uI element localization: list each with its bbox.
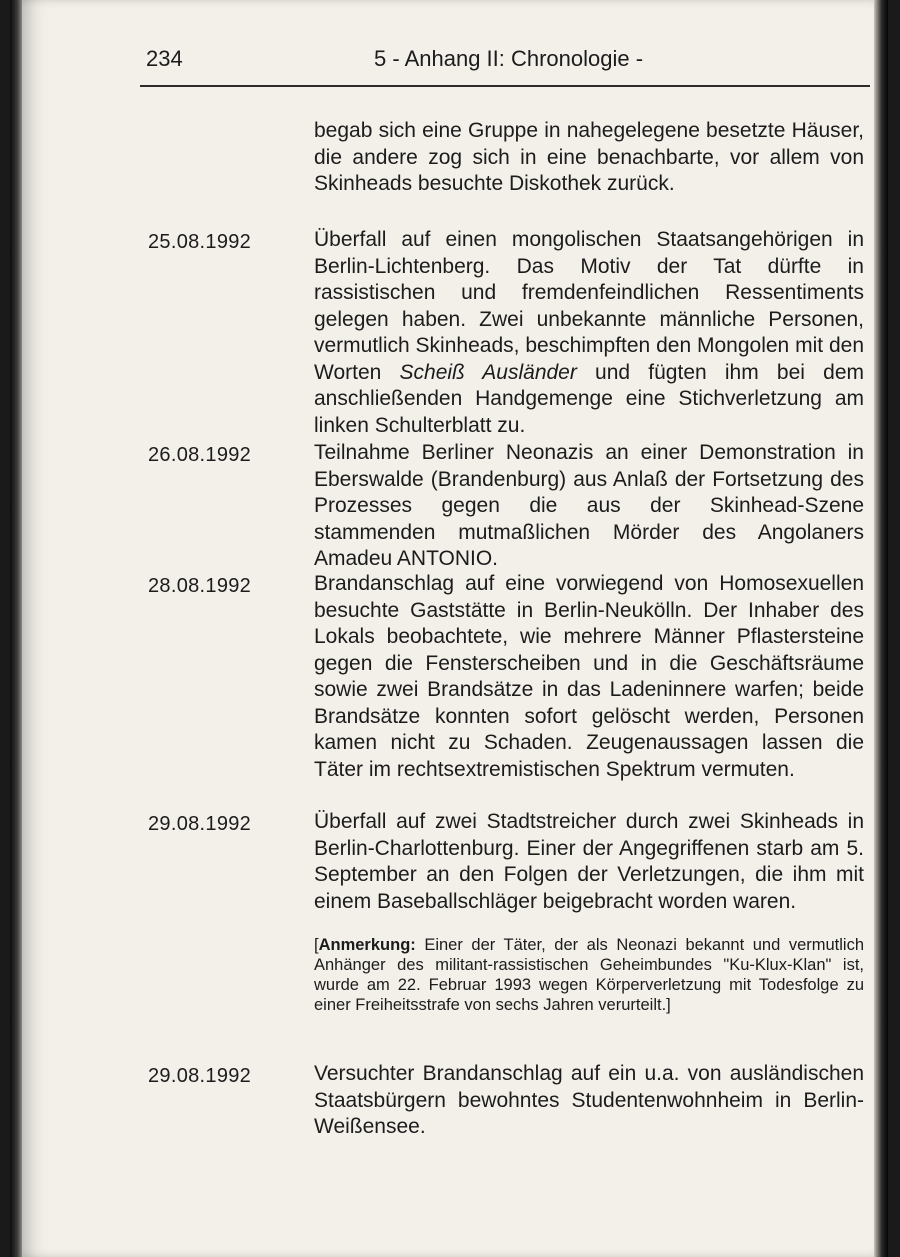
entry-date: 25.08.1992 bbox=[148, 231, 252, 253]
entry-date: 29.08.1992 bbox=[148, 813, 252, 835]
book-page bbox=[10, 0, 888, 1257]
entry-text: Brandanschlag auf eine vorwiegend von Homosexuellen besuchte Gaststätte in Berlin-Neukölln. Der Inhaber des Lokals beobachtete, wie mehrere Männer Pflastersteine gegen die Fensterscheiben und in die Geschäftsräume sowie zwei Brandsätze in das Ladeninnere warfen; beide Brandsätze konnten sofort gelöscht werden, Personen kamen nicht zu Schaden. Zeugenaussagen lassen die Täter im rechtsextremistischen Spektrum vermuten. bbox=[314, 572, 864, 781]
entry-text-part: und fügten ihm bei dem anschließenden Handgemenge eine Stichverletzung am linken Schulterblatt zu. bbox=[314, 360, 864, 437]
running-title: 5 - Anhang II: Chronologie - bbox=[374, 46, 644, 71]
entry-date: 26.08.1992 bbox=[148, 444, 252, 466]
entry-text: Überfall auf zwei Stadtstreicher durch zwei Skinheads in Berlin-Charlottenburg. Einer der Angegriffenen starb am 5. September an den Folgen der Verletzungen, die ihm mit einem Baseballschläger beigebracht worden waren. bbox=[314, 810, 864, 913]
entry-text: Versuchter Brandanschlag auf ein u.a. von ausländischen Staatsbürgern bewohntes Studentenwohnheim in Berlin-Weißensee. bbox=[314, 1062, 864, 1138]
page-gutter-shadow bbox=[10, 0, 22, 1257]
note-bracket: [ bbox=[314, 936, 319, 954]
annotation-note bbox=[314, 935, 864, 1015]
entry-text bbox=[314, 227, 864, 439]
entry-text-part: Überfall auf einen mongolischen Staatsangehörigen in Berlin-Lichtenberg. Das Motiv der Tat dürfte in rassistischen und fremdenfeindlichen Ressentiments gelegen haben. Zwei unbekannte männliche Personen, vermutlich Skinheads, beschimpften den Mongolen mit den Worten bbox=[314, 228, 864, 384]
note-label: Anmerkung: bbox=[318, 936, 416, 954]
note-text: Einer der Täter, der als Neonazi bekannt und vermutlich Anhänger des militant-rassistischen Geheimbundes "Ku-Klux-Klan" ist, wurde am 22. Februar 1993 wegen Körperverletzung mit Todesfolge zu einer Freiheitsstrafe von sechs Jahren verurteilt.] bbox=[314, 936, 864, 1014]
entry-text: Teilnahme Berliner Neonazis an einer Demonstration in Eberswalde (Brandenburg) aus Anlaß der Fortsetzung des Prozesses gegen die aus der Skinhead-Szene stammenden mutmaßlichen Mörder des Angolaners Amadeu ANTONIO. bbox=[314, 441, 864, 570]
entry-date: 29.08.1992 bbox=[148, 1065, 252, 1087]
page-edge-shadow bbox=[874, 0, 888, 1257]
page-header bbox=[10, 44, 888, 80]
entry-date: 28.08.1992 bbox=[148, 575, 252, 597]
page-number: 234 bbox=[146, 46, 183, 71]
intro-paragraph: begab sich eine Gruppe in nahegelegene besetzte Häuser, die andere zog sich in eine benachbarte, vor allem von Skinheads besuchte Diskothek zurück. bbox=[314, 119, 864, 195]
quoted-words: Scheiß Ausländer bbox=[399, 360, 577, 384]
header-rule bbox=[140, 85, 870, 87]
